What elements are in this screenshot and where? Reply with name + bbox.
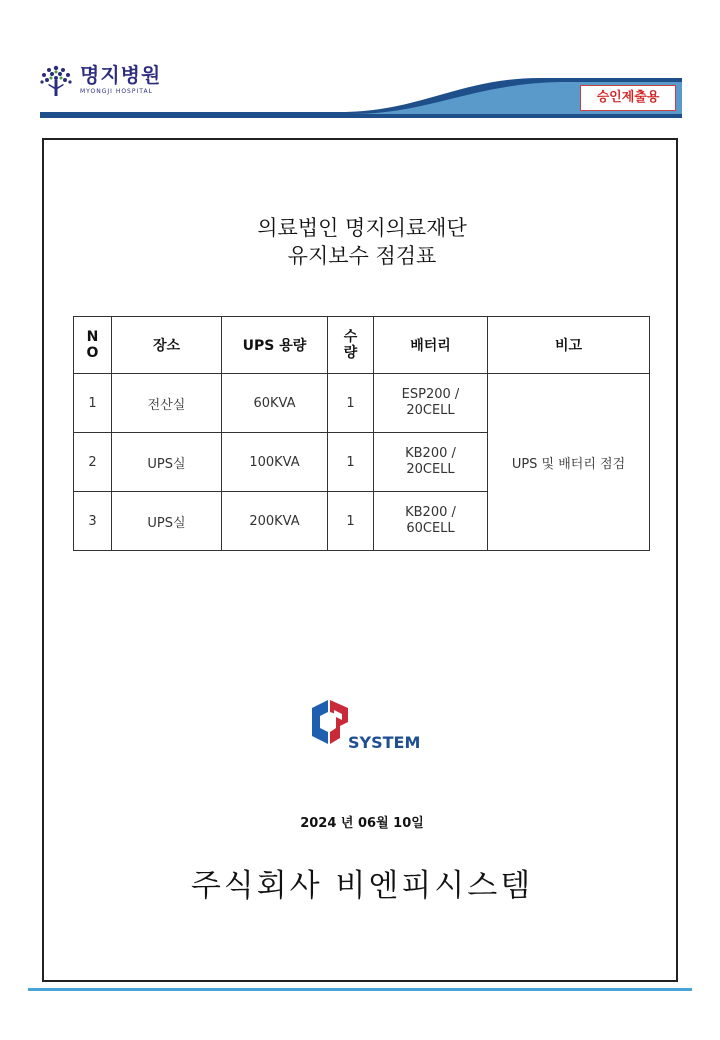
cell-note-merged: UPS 및 배터리 점검 xyxy=(488,374,650,551)
header-no: N O xyxy=(74,317,112,374)
hospital-name: 명지병원 xyxy=(80,63,162,87)
document-date: 2024 년 06월 10일 xyxy=(300,816,424,831)
cell-qty: 1 xyxy=(328,433,374,492)
cell-location: UPS실 xyxy=(112,492,222,551)
cell-qty: 1 xyxy=(328,374,374,433)
table-header-row xyxy=(74,317,650,374)
company-name: 주식회사 비엔피시스템 xyxy=(190,868,534,904)
header-quantity: 수량 xyxy=(328,317,374,374)
cell-battery: ESP200 / 20CELL xyxy=(374,374,488,433)
svg-text:SYSTEM: SYSTEM xyxy=(348,733,421,752)
cell-qty: 1 xyxy=(328,492,374,551)
cell-ups: 100KVA xyxy=(222,433,328,492)
cell-battery: KB200 / 20CELL xyxy=(374,433,488,492)
header-location: 장소 xyxy=(112,317,222,374)
maintenance-table xyxy=(73,316,650,551)
cell-ups: 60KVA xyxy=(222,374,328,433)
document-title-line2: 유지보수 점검표 xyxy=(287,244,437,268)
cell-location: UPS실 xyxy=(112,433,222,492)
document-title-line1: 의료법인 명지의료재단 xyxy=(257,216,467,240)
cell-no: 3 xyxy=(74,492,112,551)
document-frame xyxy=(42,138,678,982)
cell-no: 2 xyxy=(74,433,112,492)
table-row xyxy=(74,374,650,433)
cell-battery: KB200 / 60CELL xyxy=(374,492,488,551)
cell-no: 1 xyxy=(74,374,112,433)
cell-ups: 200KVA xyxy=(222,492,328,551)
cell-location: 전산실 xyxy=(112,374,222,433)
bnp-system-logo xyxy=(304,698,434,762)
footer-line xyxy=(28,988,692,991)
approval-badge: 승인제출용 xyxy=(580,85,676,111)
header-battery: 배터리 xyxy=(374,317,488,374)
header-ups-capacity: UPS 용량 xyxy=(222,317,328,374)
hospital-name-en: MYONGJI HOSPITAL xyxy=(80,88,153,95)
header-note: 비고 xyxy=(488,317,650,374)
